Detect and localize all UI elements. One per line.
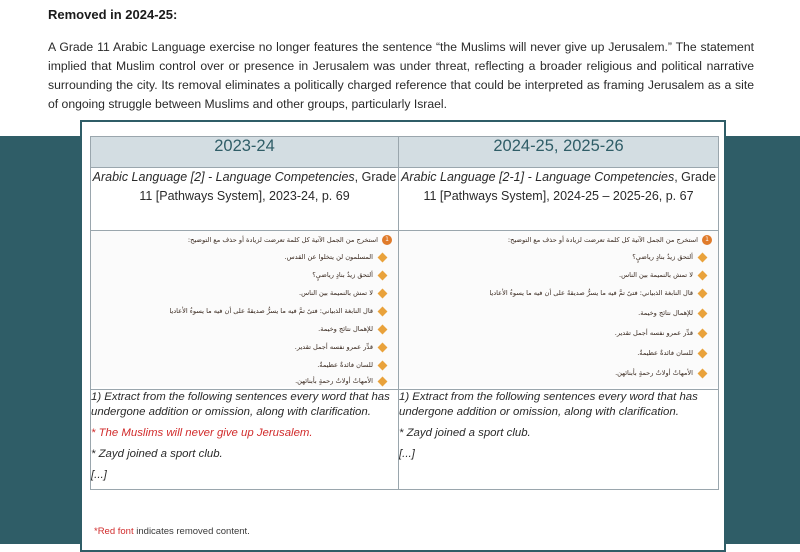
section-heading: Removed in 2024-25:: [48, 7, 178, 22]
diamond-bullet-icon: [378, 270, 388, 280]
scan-line: قال النابغة الذبياني: فتىً تمَّ فيه ما يسرُّ صديقهُ على أن فيه ما يسوءُ الأعاديا: [489, 289, 706, 297]
diamond-bullet-icon: [698, 270, 708, 280]
diamond-bullet-icon: [698, 308, 708, 318]
scan-cell-2024: [399, 231, 719, 390]
comparison-table: [90, 136, 719, 490]
scan-line: ألتحق زيدٌ بنادٍ رياضيٍ؟: [312, 271, 386, 279]
diamond-bullet-icon: [378, 288, 388, 298]
diamond-bullet-icon: [698, 348, 708, 358]
scan-line: ألتحق زيدٌ بنادٍ رياضيٍ؟: [632, 253, 706, 261]
footnote-text: indicates removed content.: [133, 526, 250, 537]
removed-sentence: * The Muslims will never give up Jerusalem.: [91, 427, 313, 439]
exercise-instruction: 1) Extract from the following sentences every word that has undergone addition or omission, along with clarification.: [91, 391, 390, 418]
diamond-bullet-icon: [378, 360, 388, 370]
translation-cell-2023: [91, 390, 399, 490]
scan-line: الأمهاتُ أولاتُ رحمةٍ بأبنائهن.: [295, 377, 386, 385]
diamond-bullet-icon: [378, 306, 388, 316]
diamond-bullet-icon: [378, 324, 388, 334]
intro-section: [48, 6, 754, 114]
scan-line: قدِّر عمرو نفسه أجمل تقدير.: [295, 343, 386, 351]
source-cell-2024: [399, 168, 719, 231]
question-number-icon: 1: [382, 235, 392, 245]
scan-line: قال النابغة الذبياني: فتىً تمَّ فيه ما يسرُّ صديقهُ على أن فيه ما يسوءُ الأعاديا: [169, 307, 386, 315]
scan-question: 1استخرج من الجمل الآتية كل كلمة تعرضت لزيادة أو حذف مع التوضيح:: [188, 235, 392, 245]
footnote: [94, 526, 250, 537]
exercise-instruction: 1) Extract from the following sentences every word that has undergone addition or omission, along with clarification.: [399, 391, 698, 418]
scan-line: للإهمال نتائج وخيمة.: [318, 325, 386, 333]
diamond-bullet-icon: [698, 368, 708, 378]
scan-line: للسان فائدةٌ عظيمةٌ.: [637, 349, 706, 357]
source-details: , Grade 11 [Pathways System], 2023-24, p. 69: [139, 170, 397, 203]
translation-cell-2024: [399, 390, 719, 490]
year-header-2023: 2023-24: [91, 137, 399, 168]
scan-line: للإهمال نتائج وخيمة.: [638, 309, 706, 317]
scan-line: لا تمش بالنميمة بين الناس.: [619, 271, 706, 279]
diamond-bullet-icon: [698, 288, 708, 298]
exercise-sentence: * Zayd joined a sport club.: [399, 427, 531, 439]
scan-line: المسلمون لن يتخلوا عن القدس.: [285, 253, 386, 261]
scan-line: الأمهاتُ أولاتُ رحمةٍ بأبنائهن.: [615, 369, 706, 377]
scan-line: للسان فائدةٌ عظيمةٌ.: [317, 361, 386, 369]
scan-line: لا تمش بالنميمة بين الناس.: [299, 289, 386, 297]
comparison-card: [80, 120, 726, 552]
ellipsis: [...]: [399, 448, 415, 460]
source-title: Arabic Language [2-1] - Language Competencies: [401, 170, 675, 184]
question-number-icon: 1: [702, 235, 712, 245]
year-header-2024: 2024-25, 2025-26: [399, 137, 719, 168]
textbook-scan-2023: [91, 231, 398, 387]
diamond-bullet-icon: [698, 328, 708, 338]
footnote-red-label: *Red font: [94, 526, 134, 537]
ellipsis: [...]: [91, 469, 107, 481]
textbook-scan-2024: [399, 231, 718, 387]
scan-line: قدِّر عمرو نفسه أجمل تقدير.: [615, 329, 706, 337]
source-title: Arabic Language [2] - Language Competencies: [92, 170, 355, 184]
source-cell-2023: [91, 168, 399, 231]
intro-paragraph: A Grade 11 Arabic Language exercise no longer features the sentence “the Muslims will never give up Jerusalem.” The statement implied that Muslim control over or presence in Jerusalem was under threat, reflecting a broader religious and political narrative surrounding the city. Its removal eliminates a politically charged reference that could be interpreted as framing Jerusalem as a site of ongoing struggle between Muslims and other groups, particularly Israel.: [48, 40, 754, 111]
diamond-bullet-icon: [378, 376, 388, 386]
source-details: , Grade 11 [Pathways System], 2024-25 – 2025-26, p. 67: [423, 170, 716, 203]
diamond-bullet-icon: [698, 252, 708, 262]
diamond-bullet-icon: [378, 252, 388, 262]
scan-question: 1استخرج من الجمل الآتية كل كلمة تعرضت لزيادة أو حذف مع التوضيح:: [508, 235, 712, 245]
diamond-bullet-icon: [378, 342, 388, 352]
exercise-sentence: * Zayd joined a sport club.: [91, 448, 223, 460]
scan-cell-2023: [91, 231, 399, 390]
